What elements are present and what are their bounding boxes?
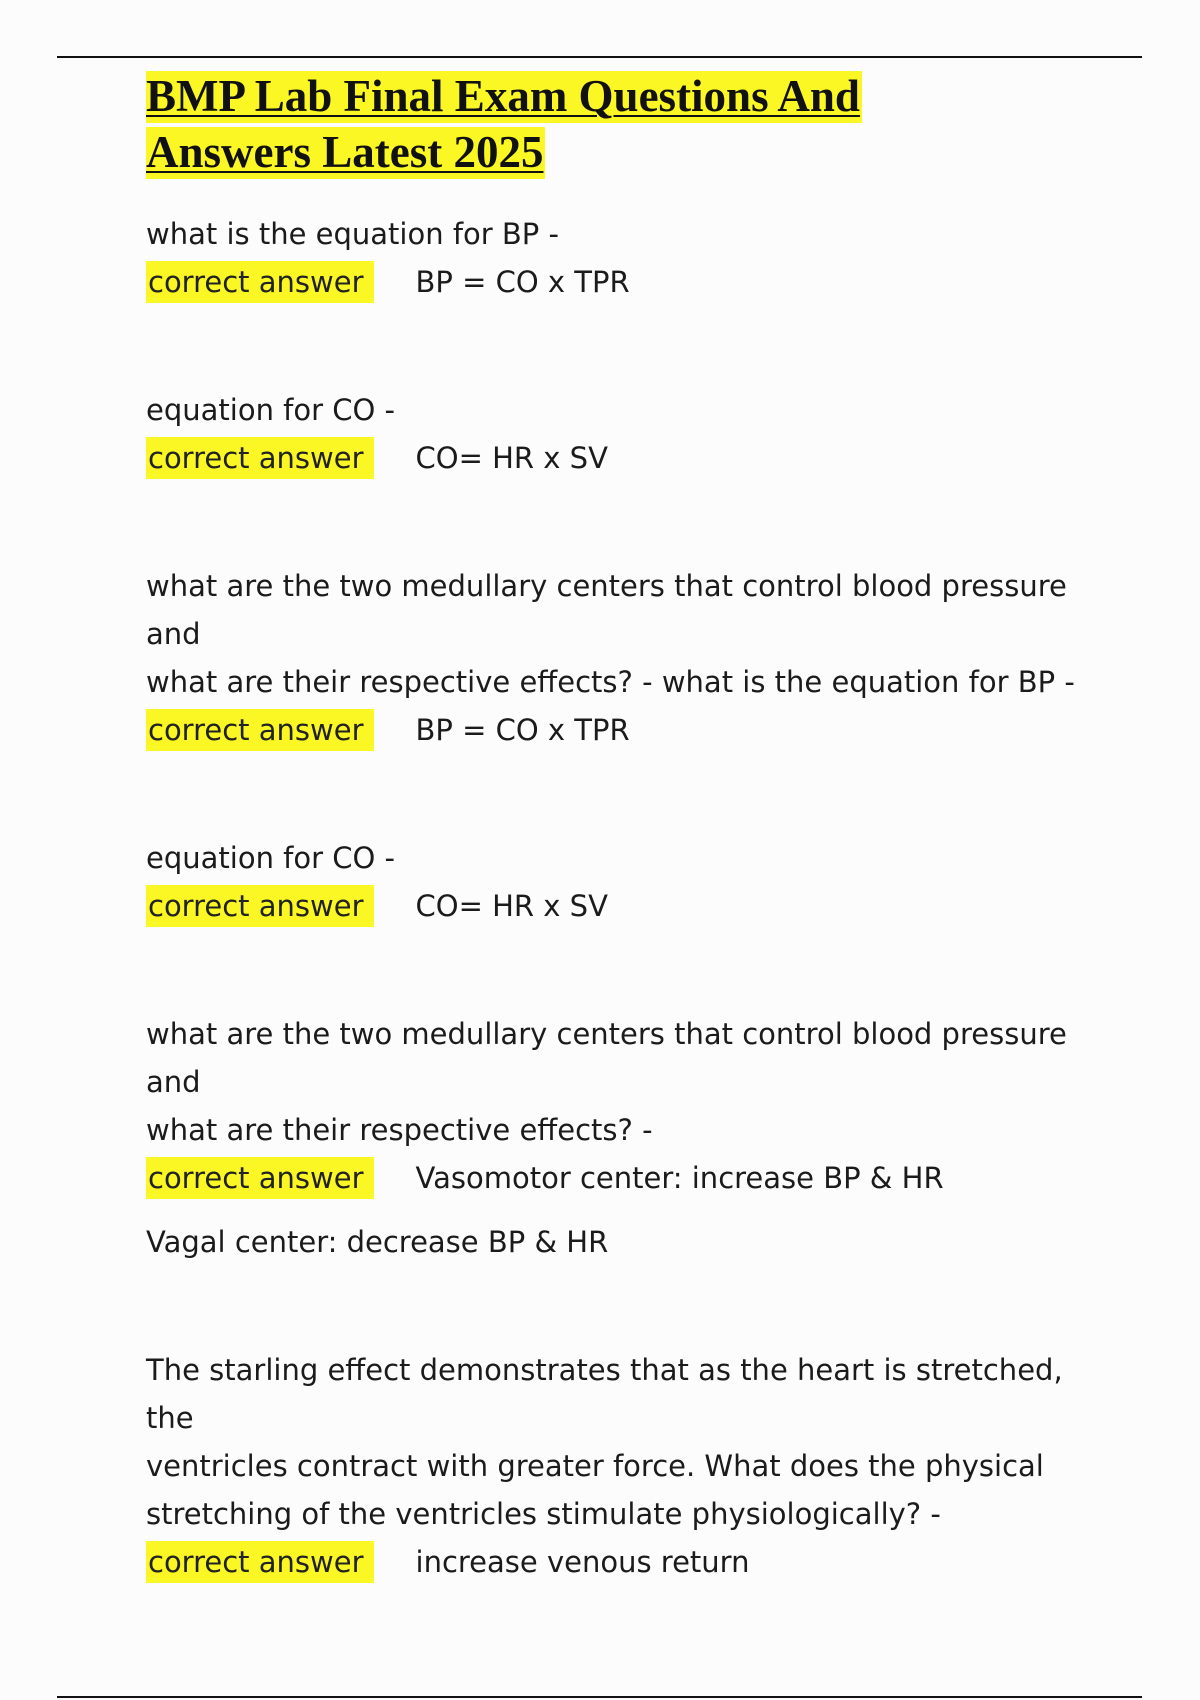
qa-item xyxy=(146,210,1106,306)
qa-item xyxy=(146,386,1106,482)
question-text: what are the two medullary centers that control blood pressure and xyxy=(146,569,1067,651)
answer-label: correct answer xyxy=(146,885,374,927)
qa-item xyxy=(146,1010,1106,1266)
question-text: stretching of the ventricles stimulate physiologically? - xyxy=(146,1497,941,1531)
answer-row xyxy=(146,1154,1106,1202)
answer-text: BP = CO x TPR xyxy=(415,265,630,299)
question-text: what are their respective effects? - what is the equation for BP - xyxy=(146,665,1075,699)
answer-text: CO= HR x SV xyxy=(415,441,608,475)
answer-label: correct answer xyxy=(146,1541,374,1583)
qa-item xyxy=(146,834,1106,930)
answer-text: BP = CO x TPR xyxy=(415,713,630,747)
document-title xyxy=(146,68,1046,180)
question-text: equation for CO - xyxy=(146,393,396,427)
question-text: equation for CO - xyxy=(146,841,396,875)
qa-item xyxy=(146,1346,1106,1586)
top-divider xyxy=(57,56,1142,58)
answer-label: correct answer xyxy=(146,709,374,751)
answer-label: correct answer xyxy=(146,437,374,479)
answer-row xyxy=(146,882,1106,930)
answer-row xyxy=(146,434,1106,482)
question-text: what are their respective effects? - xyxy=(146,1113,653,1147)
title-line-1: BMP Lab Final Exam Questions And xyxy=(146,71,860,121)
answer-label: correct answer xyxy=(146,1157,374,1199)
title-line-2: Answers Latest 2025 xyxy=(146,127,544,177)
question-text: ventricles contract with greater force. What does the physical xyxy=(146,1449,1044,1483)
answer-text: increase venous return xyxy=(415,1545,750,1579)
answer-row xyxy=(146,1538,1106,1586)
qa-list xyxy=(146,210,1106,1586)
question-text: what are the two medullary centers that control blood pressure and xyxy=(146,1017,1067,1099)
answer-extra-text: Vagal center: decrease BP & HR xyxy=(146,1225,609,1259)
answer-row xyxy=(146,258,1106,306)
answer-label: correct answer xyxy=(146,261,374,303)
answer-text: CO= HR x SV xyxy=(415,889,608,923)
question-text: what is the equation for BP - xyxy=(146,217,559,251)
answer-text: Vasomotor center: increase BP & HR xyxy=(415,1161,944,1195)
answer-row xyxy=(146,706,1106,754)
qa-item xyxy=(146,562,1106,754)
question-text: The starling effect demonstrates that as the heart is stretched, the xyxy=(146,1353,1063,1435)
bottom-divider xyxy=(57,1696,1142,1698)
